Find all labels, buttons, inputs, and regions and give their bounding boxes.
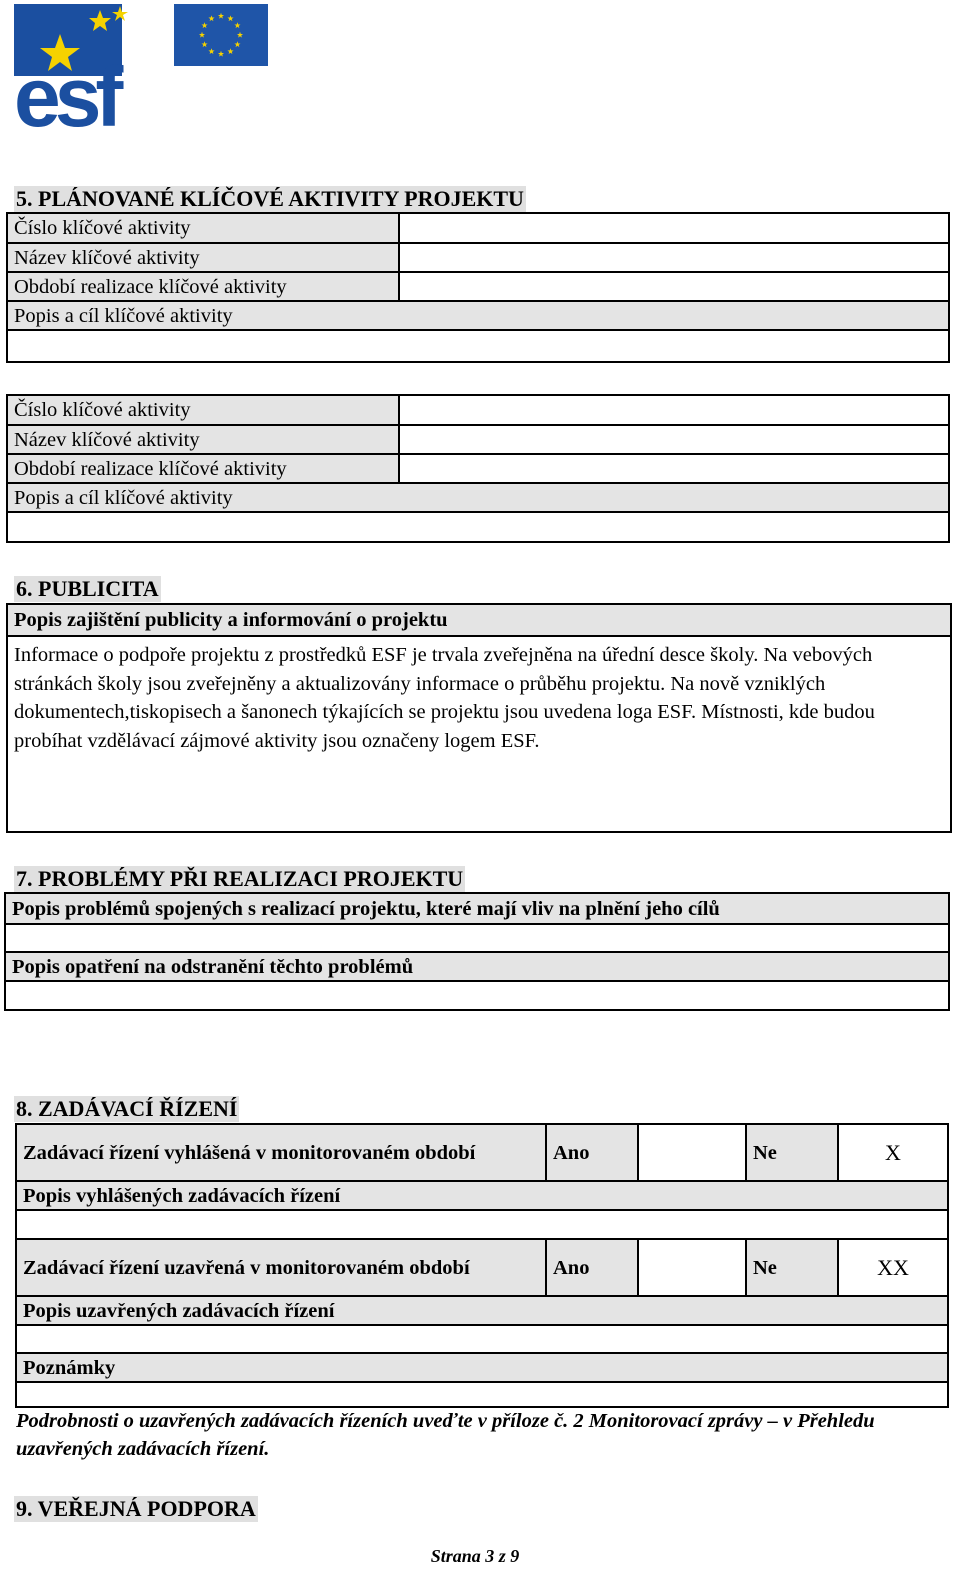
problems-value[interactable] — [5, 924, 949, 952]
activity-number-label: Číslo klíčové aktivity — [7, 395, 399, 425]
measures-label: Popis opatření na odstranění těchto problémů — [5, 952, 949, 981]
section-5-title: 5. PLÁNOVANÉ KLÍČOVÉ AKTIVITY PROJEKTU — [16, 186, 524, 211]
section-8-title: 8. ZADÁVACÍ ŘÍZENÍ — [16, 1096, 238, 1121]
tenders-closed-no-value[interactable]: XX — [838, 1239, 948, 1296]
publicity-label: Popis zajištění publicity a informování o projektu — [7, 604, 951, 636]
activity-description-label: Popis a cíl klíčové aktivity — [7, 301, 949, 330]
publicity-text[interactable]: Informace o podpoře projektu z prostředků ESF je trvala zveřejněna na úřední desce školy. Na vebových stránkách školy jsou zveřejněny a aktualizovány informace o průběhu projektu. Na nově vzniklých dokumentech,tiskopisech a šanonech týkajících se projektu jsou uvedena loga ESF. Místnosti, kde budou probíhat vzdělávací zájmové aktivity jsou označeny logem ESF. — [7, 636, 951, 832]
tenders-closed-yes-label: Ano — [546, 1239, 638, 1296]
activity-number-value[interactable] — [399, 395, 949, 425]
eu-flag — [174, 4, 268, 66]
page-number: Strana 3 z 9 — [430, 1546, 520, 1566]
activity-name-value[interactable] — [399, 425, 949, 454]
esf-logo — [14, 4, 160, 130]
activity-name-value[interactable] — [399, 243, 949, 272]
activity-period-value[interactable] — [399, 454, 949, 483]
activity-description-value[interactable] — [7, 512, 949, 542]
key-activity-table-2 — [6, 394, 950, 543]
tenders-announced-description-label: Popis vyhlášených zadávacích řízení — [16, 1181, 948, 1210]
tenders-announced-no-value[interactable]: X — [838, 1124, 948, 1181]
activity-name-label: Název klíčové aktivity — [7, 243, 399, 272]
tenders-announced-yes-value[interactable] — [638, 1124, 746, 1181]
tenders-closed-yes-value[interactable] — [638, 1239, 746, 1296]
tenders-closed-label: Zadávací řízení uzavřená v monitorovaném období — [16, 1239, 546, 1296]
tenders-closed-description-label: Popis uzavřených zadávacích řízení — [16, 1296, 948, 1325]
notes-value[interactable] — [16, 1382, 948, 1407]
activity-number-value[interactable] — [399, 213, 949, 243]
tenders-announced-no-label: Ne — [746, 1124, 838, 1181]
activity-period-label: Období realizace klíčové aktivity — [7, 272, 399, 301]
tenders-announced-yes-label: Ano — [546, 1124, 638, 1181]
activity-description-value[interactable] — [7, 330, 949, 362]
activity-period-value[interactable] — [399, 272, 949, 301]
publicity-table — [6, 603, 952, 833]
problems-label: Popis problémů spojených s realizací projektu, které mají vliv na plnění jeho cílů — [5, 893, 949, 924]
activity-period-label: Období realizace klíčové aktivity — [7, 454, 399, 483]
tenders-table — [15, 1123, 949, 1408]
problems-table — [4, 892, 950, 1011]
notes-label: Poznámky — [16, 1353, 948, 1382]
section-9-title: 9. VEŘEJNÁ PODPORA — [16, 1496, 256, 1521]
esf-logo-text: esf — [14, 50, 118, 130]
tenders-note: Podrobnosti o uzavřených zadávacích řízeních uveďte v příloze č. 2 Monitorovací zprávy – v Přehledu uzavřených zadávacích řízení. — [16, 1410, 875, 1460]
activity-number-label: Číslo klíčové aktivity — [7, 213, 399, 243]
key-activity-table-1 — [6, 212, 950, 363]
activity-name-label: Název klíčové aktivity — [7, 425, 399, 454]
measures-value[interactable] — [5, 981, 949, 1010]
tenders-closed-no-label: Ne — [746, 1239, 838, 1296]
activity-description-label: Popis a cíl klíčové aktivity — [7, 483, 949, 512]
section-7-title: 7. PROBLÉMY PŘI REALIZACI PROJEKTU — [16, 866, 464, 891]
tenders-closed-description-value[interactable] — [16, 1325, 948, 1353]
section-6-title: 6. PUBLICITA — [16, 576, 159, 601]
tenders-announced-label: Zadávací řízení vyhlášená v monitorovaném období — [16, 1124, 546, 1181]
tenders-announced-description-value[interactable] — [16, 1210, 948, 1239]
